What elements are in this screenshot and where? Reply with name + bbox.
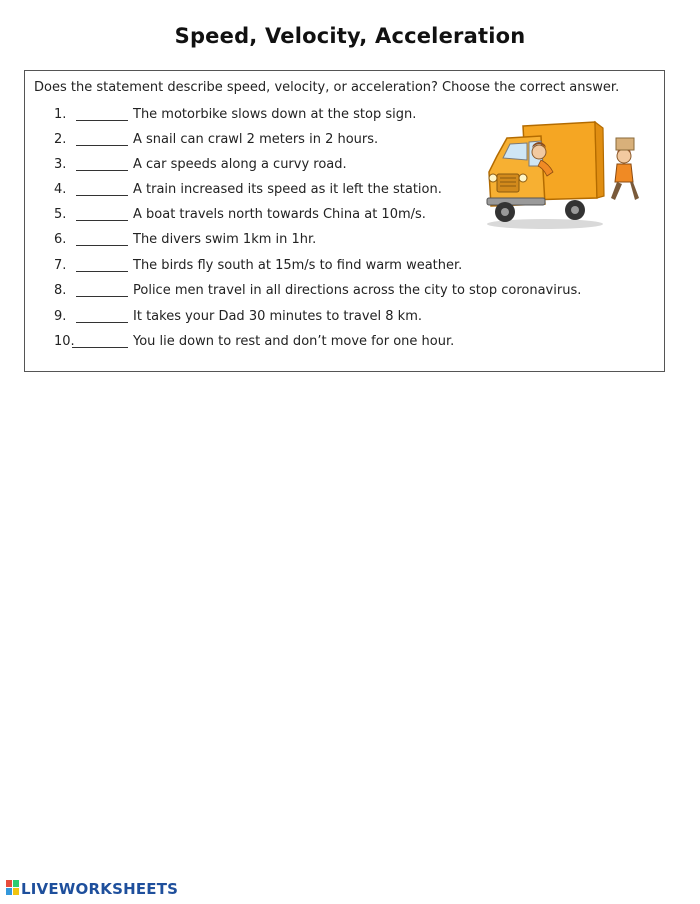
question-statement: It takes your Dad 30 minutes to travel 8 km.	[133, 309, 423, 324]
answer-blank[interactable]	[76, 271, 128, 272]
question-statement: A train increased its speed as it left the station.	[133, 182, 442, 197]
question-number: 2.	[54, 132, 67, 147]
question-number: 9.	[54, 309, 67, 324]
question-statement: A snail can crawl 2 meters in 2 hours.	[133, 132, 379, 147]
worksheet-title: Speed, Velocity, Acceleration	[174, 24, 526, 48]
question-number: 4.	[54, 182, 67, 197]
liveworksheets-logo-icon	[6, 880, 20, 896]
answer-blank[interactable]	[76, 195, 128, 196]
answer-blank[interactable]	[72, 347, 128, 348]
question-statement: You lie down to rest and don’t move for one hour.	[133, 334, 455, 349]
question-statement: A car speeds along a curvy road.	[133, 157, 347, 172]
question-number: 7.	[54, 258, 67, 273]
question-number: 3.	[54, 157, 67, 172]
answer-blank[interactable]	[76, 322, 128, 323]
footer-brand: LIVEWORKSHEETS	[21, 880, 179, 898]
question-number: 1.	[54, 107, 67, 122]
answer-blank[interactable]	[76, 245, 128, 246]
questions-box	[24, 70, 665, 372]
question-statement: A boat travels north towards China at 10m/s.	[133, 207, 426, 222]
answer-blank[interactable]	[76, 145, 128, 146]
question-number: 10.	[54, 334, 75, 349]
question-number: 6.	[54, 232, 67, 247]
instruction-text: Does the statement describe speed, velocity, or acceleration? Choose the correct answer.	[34, 80, 620, 95]
question-statement: The divers swim 1km in 1hr.	[133, 232, 317, 247]
question-number: 5.	[54, 207, 67, 222]
answer-blank[interactable]	[76, 220, 128, 221]
answer-blank[interactable]	[76, 170, 128, 171]
question-statement: The birds fly south at 15m/s to find warm weather.	[133, 258, 463, 273]
delivery-truck-icon	[483, 120, 639, 230]
answer-blank[interactable]	[76, 296, 128, 297]
answer-blank[interactable]	[76, 120, 128, 121]
question-statement: Police men travel in all directions across the city to stop coronavirus.	[133, 283, 582, 298]
question-statement: The motorbike slows down at the stop sign.	[133, 107, 417, 122]
question-number: 8.	[54, 283, 67, 298]
